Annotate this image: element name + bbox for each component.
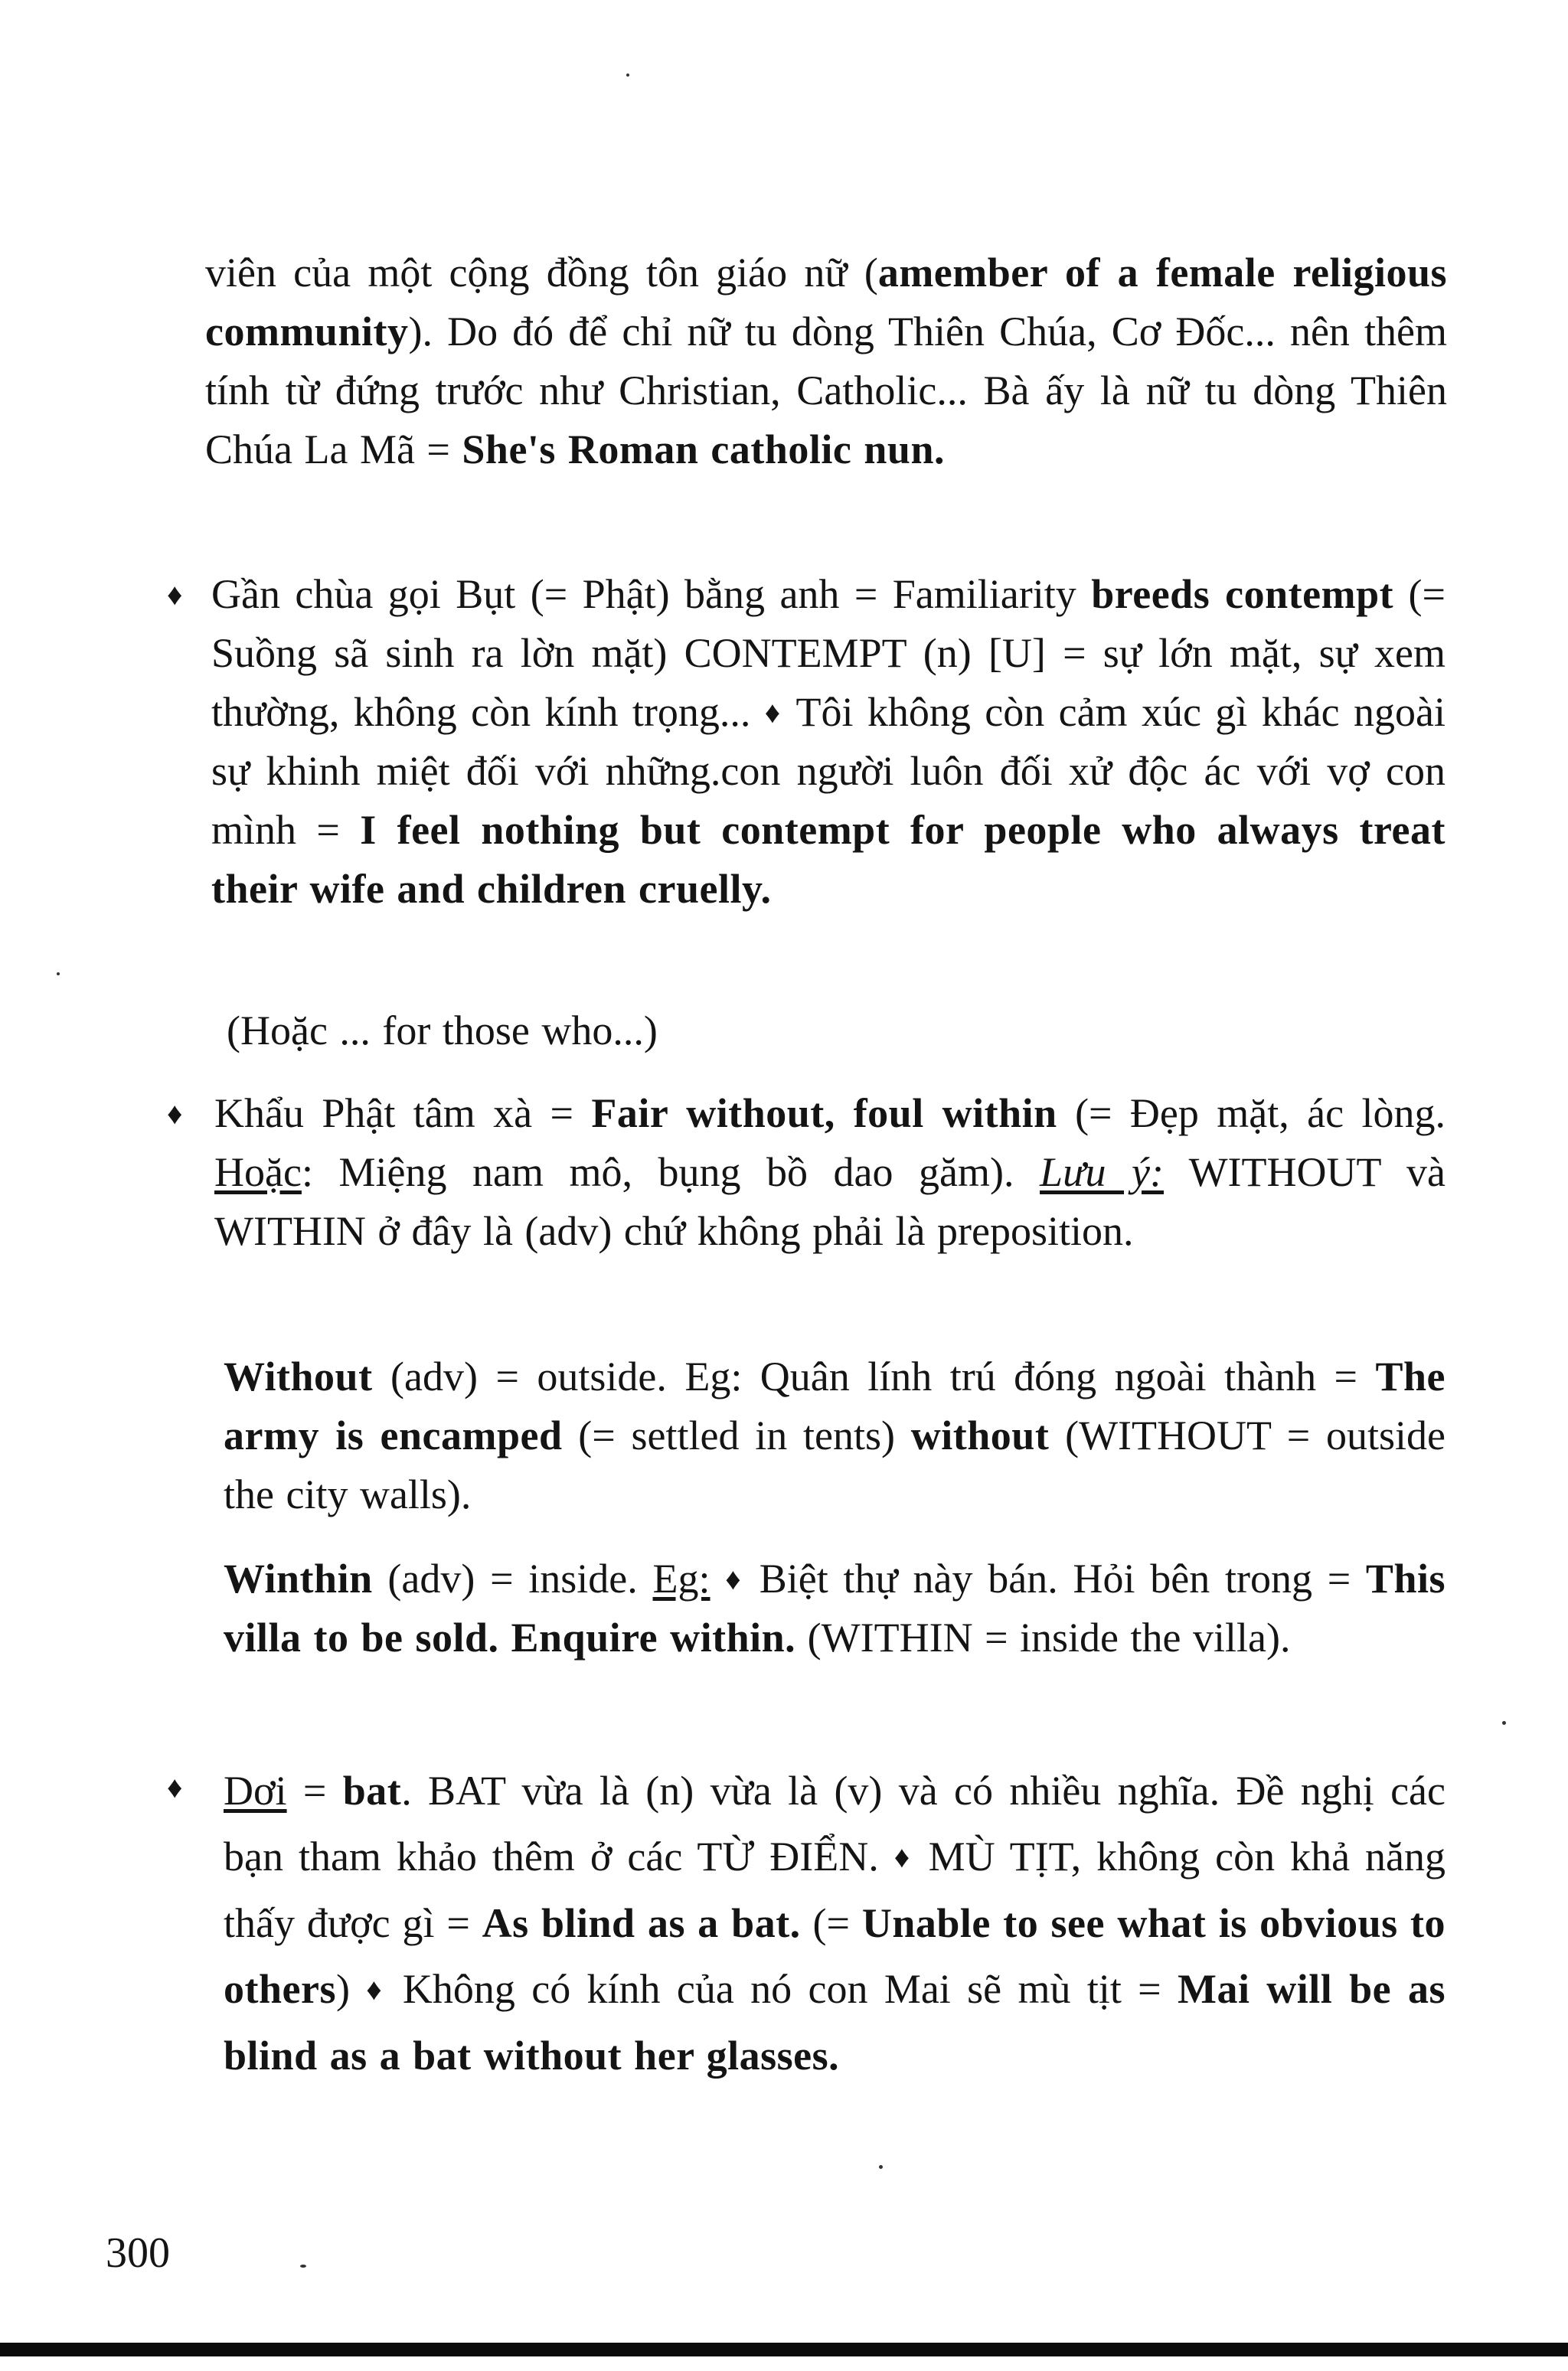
underlined-word: Dơi <box>224 1768 287 1814</box>
underlined-word: Hoặc <box>214 1149 302 1195</box>
scan-speck <box>300 2265 306 2268</box>
bullet-diamond-icon: ♦ <box>366 1972 387 2007</box>
bold-phrase: Fair without, foul within <box>591 1090 1057 1136</box>
scan-speck <box>879 2165 883 2169</box>
paragraph-contempt: Gần chùa gọi Bụt (= Phật) bằng anh = Familiarity breeds contempt (= Suồng sã sinh ra lờn mặt) CONTEMPT (n) [U] = sự lớn mặt, sự xem thường, không còn kính trọng... ♦ Tôi không còn cảm xúc gì khác ngoài sự khinh miệt đối với những.con người luôn đối xử độc ác với vợ con mình = I feel nothing but contempt for people who always treat their wife and children cruelly. <box>211 571 1446 912</box>
paragraph-nun-continuation: viên của một cộng đồng tôn giáo nữ (amember of a female religious community). Do đó để chỉ nữ tu dòng Thiên Chúa, Cơ Đốc... nên thêm tính từ đứng trước như Christian, Catholic... Bà ấy là nữ tu dòng Thiên Chúa La Mã = She's Roman catholic nun. <box>205 250 1447 472</box>
scan-speck <box>626 73 629 77</box>
bold-phrase: amember of a female religious community <box>205 250 1447 354</box>
bullet-diamond-icon: ♦ <box>725 1562 744 1596</box>
bold-phrase: As blind as a bat. <box>482 1900 801 1946</box>
paragraph-without-adv: Without (adv) = outside. Eg: Quân lính trú đóng ngoài thành = The army is encamped (= settled in tents) without (WITHOUT = outside the city walls). <box>224 1354 1446 1517</box>
page-bottom-edge <box>0 2343 1568 2356</box>
paragraph-alternative: (Hoặc ... for those who...) <box>227 1008 658 1053</box>
bold-phrase: without <box>910 1412 1050 1458</box>
bullet-diamond-icon: ♦ <box>893 1840 913 1874</box>
scan-speck <box>57 972 60 975</box>
paragraph-bat: Dơi = bat. BAT vừa là (n) vừa là (v) và có nhiều nghĩa. Đề nghị các bạn tham khảo thêm ở các TỪ ĐIỂN. ♦ MÙ TỊT, không còn khả năng thấy được gì = As blind as a bat. (= Unable to see what is obvious to others) ♦ Không có kính của nó con Mai sẽ mù tịt = Mai will be as blind as a bat without her glasses. <box>224 1768 1446 2079</box>
note-label: Lưu ý: <box>1040 1149 1165 1195</box>
bold-phrase: The army is encamped <box>224 1354 1446 1458</box>
bold-phrase: breeds contempt <box>1091 571 1394 617</box>
bold-phrase: Without <box>224 1354 373 1399</box>
bullet-diamond-icon: ♦ <box>764 695 783 730</box>
bold-phrase: I feel nothing but contempt for people who always treat their wife and children cruelly. <box>211 807 1446 912</box>
paragraph-within-adv: Winthin (adv) = inside. Eg: ♦ Biệt thự này bán. Hỏi bên trong = This villa to be sold. Enquire within. (WITHIN = inside the villa). <box>224 1556 1446 1661</box>
underlined-word: Eg: <box>652 1556 710 1602</box>
bold-phrase: Mai will be as blind as a bat without her glasses. <box>224 1966 1446 2079</box>
bold-phrase: Winthin <box>224 1556 373 1602</box>
paragraph-fair-without: Khẩu Phật tâm xà = Fair without, foul within (= Đẹp mặt, ác lòng. Hoặc: Miệng nam mô, bụng bồ dao găm). Lưu ý: WITHOUT và WITHIN ở đây là (adv) chứ không phải là preposition. <box>214 1090 1446 1254</box>
bold-phrase: This villa to be sold. Enquire within. <box>224 1556 1446 1661</box>
bullet-diamond-icon: ♦ <box>167 1096 183 1131</box>
scan-speck <box>1502 1721 1506 1725</box>
bullet-diamond-icon: ♦ <box>167 577 183 612</box>
bold-phrase: She's Roman catholic nun. <box>462 426 945 472</box>
page-number: 300 <box>106 2229 170 2277</box>
bullet-diamond-icon: ♦ <box>167 1770 183 1804</box>
bold-phrase: Unable to see what is obvious to others <box>224 1900 1446 2012</box>
bold-phrase: bat <box>342 1768 402 1814</box>
